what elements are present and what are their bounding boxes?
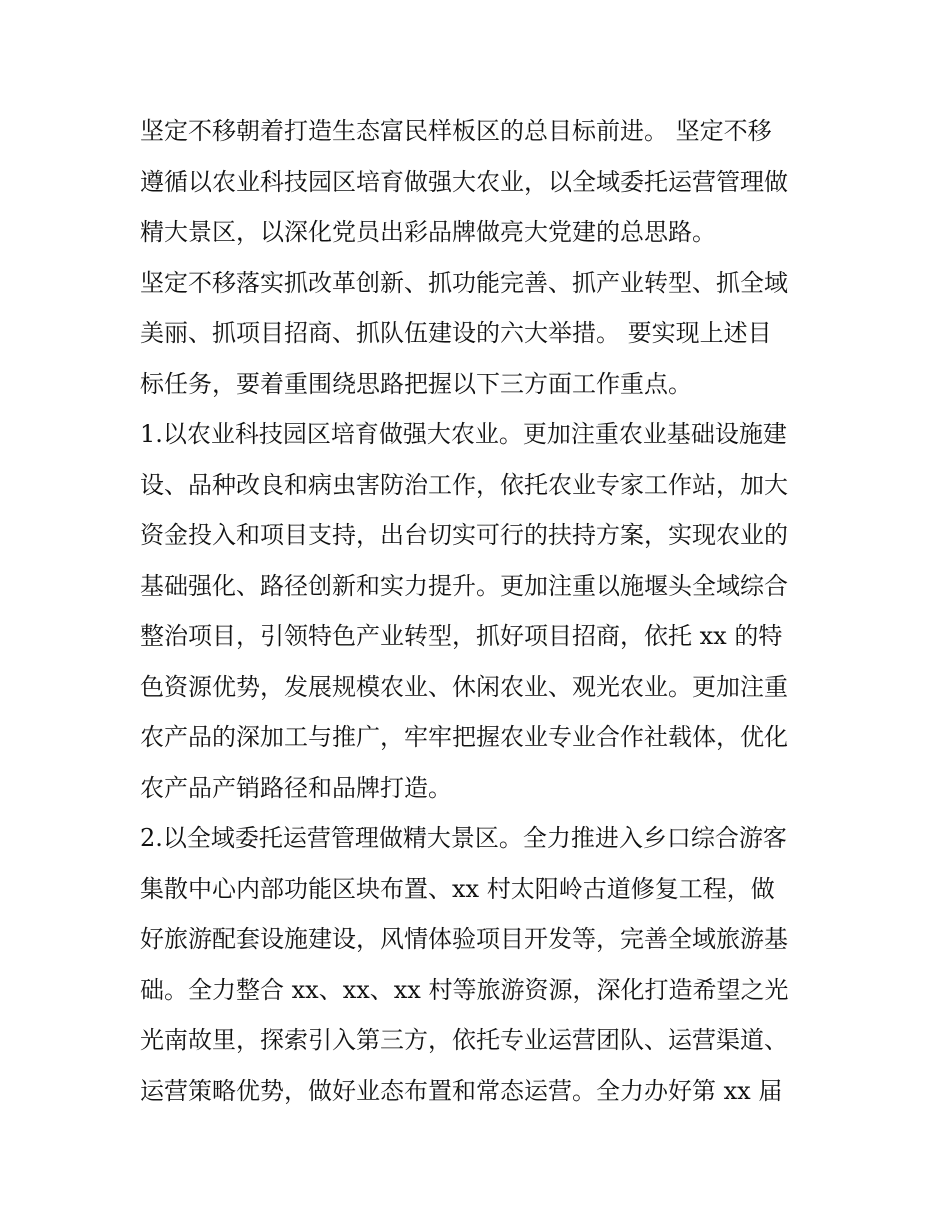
text-line: 标任务，要着重围绕思路把握以下三方面工作重点。 [140,369,692,398]
text-line: 坚定不移落实抓改革创新、抓功能完善、抓产业转型、抓全域 [140,268,788,297]
text-line: 资金投入和项目支持，出台切实可行的扶持方案，实现农业的 [140,521,788,549]
text-line: 设、品种改良和病虫害防治工作，依托农业专家工作站，加大 [140,470,788,499]
text-line: 集散中心内部功能区块布置、xx 村太阳岭古道修复工程，做 [140,874,775,903]
text-line: 坚定不移朝着打造生态富民样板区的总目标前进。 坚定不移 [140,117,772,145]
text-line: 基础强化、路径创新和实力提升。更加注重以施堰头全域综合 [140,571,788,600]
text-line: 础。全力整合 xx、xx、xx 村等旅游资源，深化打造希望之光 [140,975,789,1004]
text-line: 2.以全域委托运营管理做精大景区。全力推进入乡口综合游客 [140,824,787,852]
text-line: 色资源优势，发展规模农业、休闲农业、观光农业。更加注重 [140,672,788,701]
document-body [140,106,820,1116]
text-line: 精大景区，以深化党员出彩品牌做亮大党建的总思路。 [140,218,716,246]
text-line: 光南故里，探索引入第三方，依托专业运营团队、运营渠道、 [140,1026,788,1054]
text-line: 遵循以农业科技园区培育做强大农业，以全域委托运营管理做 [140,167,788,196]
text-line: 农产品的深加工与推广，牢牢把握农业专业合作社载体，优化 [140,723,788,751]
text-line: 整治项目，引领特色产业转型，抓好项目招商，依托 xx 的特 [140,622,783,650]
text-line: 美丽、抓项目招商、抓队伍建设的六大举措。 要实现上述目 [140,319,772,347]
text-line: 1.以农业科技园区培育做强大农业。更加注重农业基础设施建 [140,420,787,448]
text-line: 农产品产销路径和品牌打造。 [140,773,452,802]
text-line: 运营策略优势，做好业态布置和常态运营。全力办好第 xx 届 [140,1076,783,1105]
text-line: 好旅游配套设施建设，风情体验项目开发等，完善全域旅游基 [140,925,788,953]
